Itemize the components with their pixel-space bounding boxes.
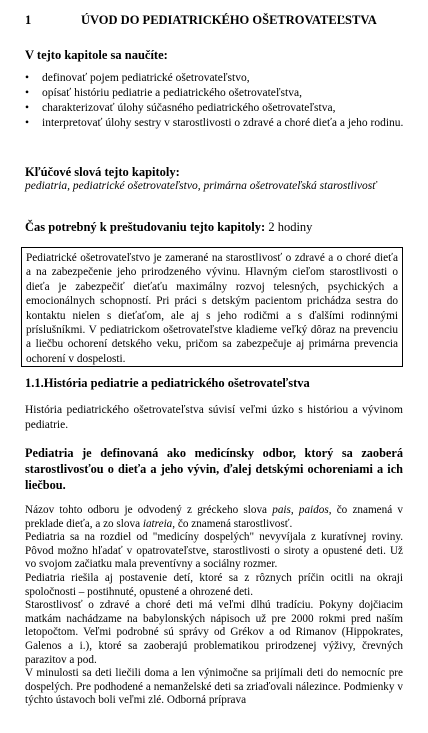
- tradition-paragraph: Starostlivosť o zdravé a choré deti má veľmi dlhú tradíciu. Pokyny dojčiacim matkám nachádzame na babylonských nápisoch už pre 2000 rokmi pred naším letopočtom. Veľmi podrobné sú správy od Grékov a od Rimanov (Hippokrates, Galenos a i.), ktoré sa zaoberajú problematikou prirodzenej výživy, črevných parazitov a pod.: [25, 599, 403, 666]
- list-item: • opísať históriu pediatrie a pediatrického ošetrovateľstva,: [25, 86, 410, 101]
- keywords-heading: Kľúčové slová tejto kapitoly:: [25, 165, 180, 179]
- past-care-paragraph: V minulosti sa deti liečili doma a len výnimočne sa prijímali deti do nemocníc pre dospelých. Pre podhodené a nemanželské deti sa zriaďovali nálezince. Podmienky v týchto ústavoch boli veľmi zlé. Odborná príprava: [25, 667, 403, 707]
- etymology-paragraph: Názov tohto odboru je odvodený z gréckeho slova pais, paidos, čo znamená v preklade dieťa, a zo slova iatreia, čo znamená starostlivosť.: [25, 504, 403, 530]
- intro-box: Pediatrické ošetrovateľstvo je zamerané na starostlivosť o zdravé a o choré dieťa a na zabezpečenie jeho prirodzeného vývinu. Hlavným cieľom starostlivosti o dieťa je zabezpečiť dieťaťu maximálny rozvoj telesných, psychických a emocionálnych schopností. Pri práci s detským pacientom prichádza sestra do kontaktu nielen s dieťaťom, ale aj s jeho rodičmi a s ďalšími rodinnými príslušníkmi. V pediatrickom ošetrovateľstve kladieme veľký dôraz na prevenciu a liečbu ochorení detského veku, pričom sa zabezpečuje aj primárna prevencia ochorení v dospelosti.: [21, 247, 403, 367]
- learning-heading: V tejto kapitole sa naučíte:: [25, 48, 168, 62]
- history-paragraph: História pediatrického ošetrovateľstva súvisí veľmi úzko s históriou a vývinom pediatrie.: [25, 404, 403, 431]
- chapter-title: [25, 13, 377, 28]
- list-item: • charakterizovať úlohy súčasného pediatrického ošetrovateľstva,: [25, 101, 410, 116]
- chapter-title-text: ÚVOD DO PEDIATRICKÉHO OŠETROVATEĽSTVA: [81, 13, 377, 27]
- chapter-number: 1: [25, 13, 32, 27]
- learning-objectives-list: [25, 71, 410, 131]
- definition-paragraph: Pediatria je definovaná ako medicínsky odbor, ktorý sa zaoberá starostlivosťou o dieťa a jeho vývin, ďalej detskými ochoreniami a ich liečbou.: [25, 446, 403, 492]
- origin-paragraph: Pediatria sa na rozdiel od "medicíny dospelých" nevyvíjala z kuratívnej roviny. Pôvod možno hľadať v opatrovateľstve, starostlivosti o siroty a opustené deti. Už vo svojom začiatku mala preventívny a sociálny rozmer.: [25, 531, 403, 571]
- study-time-label: Čas potrebný k preštudovaniu tejto kapitoly:: [25, 220, 266, 234]
- greek-term: iatreia: [142, 517, 173, 530]
- list-item: • definovať pojem pediatrické ošetrovateľstvo,: [25, 71, 410, 86]
- section-heading: 1.1.História pediatrie a pediatrického ošetrovateľstva: [25, 376, 310, 390]
- list-item: • interpretovať úlohy sestry v starostlivosti o zdravé a choré dieťa a jeho rodinu.: [25, 116, 410, 131]
- greek-term: pais, paidos: [272, 504, 329, 516]
- study-time: [25, 220, 312, 235]
- social-paragraph: Pediatria riešila aj postavenie detí, ktoré sa z rôznych príčin ocitli na okraji spoločnosti – postihnuté, opustené a ohrozené deti.: [25, 571, 403, 598]
- study-time-value: 2 hodiny: [265, 220, 313, 234]
- keywords-text: pediatria, pediatrické ošetrovateľstvo, primárna ošetrovateľská starostlivosť: [25, 180, 377, 192]
- body-text: [25, 504, 403, 708]
